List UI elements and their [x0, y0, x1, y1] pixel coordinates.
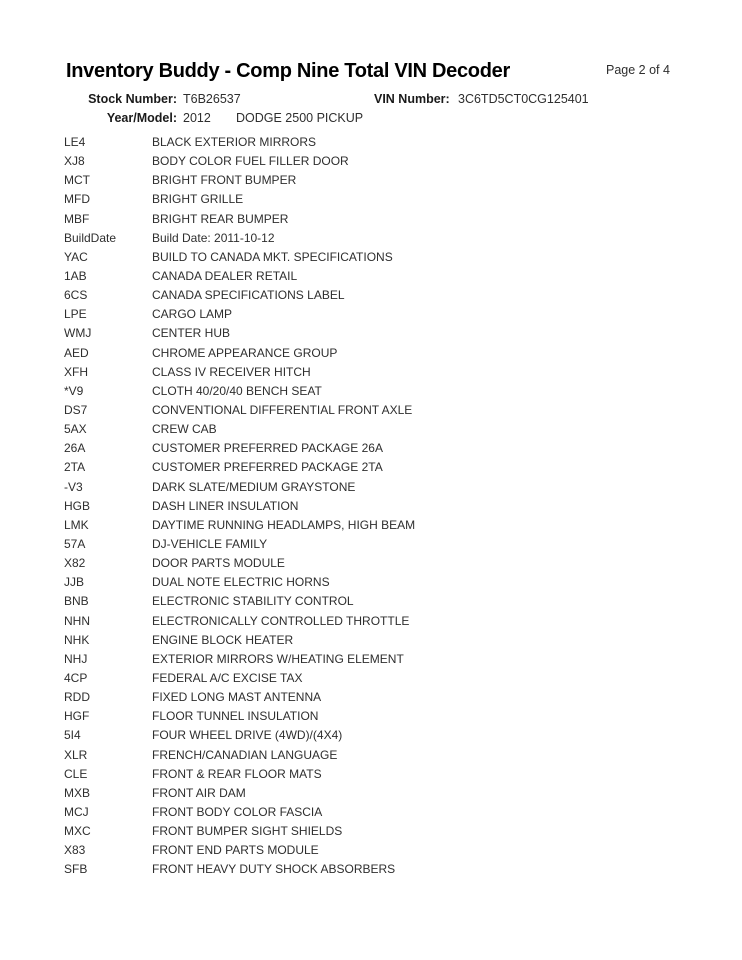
option-row — [64, 401, 684, 420]
option-description: DASH LINER INSULATION — [152, 498, 299, 513]
option-code: LE4 — [64, 135, 86, 149]
option-code: DS7 — [64, 402, 88, 417]
option-code: *V9 — [64, 383, 84, 398]
page-number-indicator: Page 2 of 4 — [606, 63, 670, 77]
option-code: MCT — [64, 173, 90, 188]
option-description: ELECTRONICALLY CONTROLLED THROTTLE — [152, 613, 410, 628]
option-row — [64, 305, 684, 324]
option-description: FLOOR TUNNEL INSULATION — [152, 709, 319, 724]
option-row — [64, 497, 684, 516]
option-description: FRENCH/CANADIAN LANGUAGE — [152, 747, 338, 762]
option-description: ELECTRONIC STABILITY CONTROL — [152, 594, 354, 609]
option-row — [64, 822, 684, 841]
option-row — [64, 554, 684, 573]
model-value: DODGE 2500 PICKUP — [236, 111, 364, 125]
option-description: FRONT HEAVY DUTY SHOCK ABSORBERS — [152, 862, 396, 877]
option-row — [64, 765, 684, 784]
option-code: MFD — [64, 192, 90, 207]
option-row — [64, 592, 684, 611]
option-row — [64, 631, 684, 650]
option-row — [64, 248, 684, 267]
option-row — [64, 516, 684, 535]
option-description: Build Date: 2011-10-12 — [152, 230, 275, 245]
option-code: BNB — [64, 594, 89, 609]
option-description: CLOTH 40/20/40 BENCH SEAT — [152, 383, 322, 398]
option-row — [64, 860, 684, 879]
option-row — [64, 612, 684, 631]
option-row — [64, 210, 684, 229]
option-description: FRONT AIR DAM — [152, 785, 246, 800]
option-code: X83 — [64, 843, 86, 858]
option-row — [64, 190, 684, 209]
option-description: CONVENTIONAL DIFFERENTIAL FRONT AXLE — [152, 402, 413, 417]
option-code: RDD — [64, 690, 90, 705]
option-code: MXB — [64, 785, 91, 800]
option-row — [64, 478, 684, 497]
option-description: FOUR WHEEL DRIVE (4WD)/(4X4) — [152, 728, 343, 743]
option-code: MCJ — [64, 804, 89, 819]
option-code: 5AX — [64, 422, 87, 437]
option-description: CANADA SPECIFICATIONS LABEL — [152, 288, 345, 303]
option-code: WMJ — [64, 326, 92, 341]
option-description: CREW CAB — [152, 422, 217, 437]
option-description: FRONT END PARTS MODULE — [152, 843, 319, 858]
option-row — [64, 171, 684, 190]
option-code: MXC — [64, 824, 91, 839]
year-model-label: Year/Model: — [106, 111, 177, 125]
option-row — [64, 669, 684, 688]
option-description: ENGINE BLOCK HEATER — [152, 632, 294, 647]
option-row — [64, 439, 684, 458]
option-description: DOOR PARTS MODULE — [152, 556, 285, 571]
option-row — [64, 707, 684, 726]
stock-number-label: Stock Number: — [88, 92, 177, 106]
option-code: 5I4 — [64, 728, 81, 743]
option-description: BRIGHT FRONT BUMPER — [152, 173, 297, 188]
option-row — [64, 726, 684, 745]
option-description: BRIGHT GRILLE — [152, 192, 244, 207]
option-row — [64, 803, 684, 822]
option-description: CLASS IV RECEIVER HITCH — [152, 364, 311, 379]
option-description: FRONT BODY COLOR FASCIA — [152, 804, 323, 819]
option-code: 2TA — [64, 460, 86, 475]
option-row — [64, 535, 684, 554]
vehicle-meta-row-2 — [0, 111, 742, 127]
option-code: 6CS — [64, 288, 88, 303]
option-code: JJB — [64, 575, 85, 590]
option-description: CENTER HUB — [152, 326, 231, 341]
option-code: 26A — [64, 441, 86, 456]
option-description: FRONT & REAR FLOOR MATS — [152, 766, 322, 781]
option-description: BRIGHT REAR BUMPER — [152, 211, 289, 226]
option-code: 4CP — [64, 670, 88, 685]
option-row — [64, 382, 684, 401]
option-code: XJ8 — [64, 154, 85, 169]
option-code: LMK — [64, 517, 89, 532]
option-description: DAYTIME RUNNING HEADLAMPS, HIGH BEAM — [152, 517, 416, 532]
option-code: LPE — [64, 307, 87, 322]
option-row — [64, 420, 684, 439]
option-row — [64, 841, 684, 860]
option-description: EXTERIOR MIRRORS W/HEATING ELEMENT — [152, 651, 404, 666]
vin-number-value: 3C6TD5CT0CG125401 — [458, 92, 589, 106]
option-code: XFH — [64, 364, 88, 379]
option-code: YAC — [64, 249, 88, 264]
option-description: CANADA DEALER RETAIL — [152, 268, 298, 283]
option-row — [64, 688, 684, 707]
option-row — [64, 324, 684, 343]
option-code: -V3 — [64, 479, 83, 494]
stock-number-value: T6B26537 — [183, 92, 241, 106]
option-row — [64, 286, 684, 305]
option-description: BLACK EXTERIOR MIRRORS — [152, 135, 317, 149]
option-row — [64, 746, 684, 765]
option-code: 57A — [64, 536, 86, 551]
option-code: HGF — [64, 709, 90, 724]
option-row — [64, 133, 684, 152]
option-description: CUSTOMER PREFERRED PACKAGE 2TA — [152, 460, 383, 475]
option-description: DARK SLATE/MEDIUM GRAYSTONE — [152, 479, 356, 494]
option-row — [64, 344, 684, 363]
option-code: NHJ — [64, 651, 88, 666]
option-description: BODY COLOR FUEL FILLER DOOR — [152, 154, 349, 169]
option-description: FEDERAL A/C EXCISE TAX — [152, 670, 303, 685]
option-description: FRONT BUMPER SIGHT SHIELDS — [152, 824, 343, 839]
option-code: XLR — [64, 747, 88, 762]
option-description: CARGO LAMP — [152, 307, 233, 322]
option-description: CHROME APPEARANCE GROUP — [152, 345, 338, 360]
option-code: MBF — [64, 211, 90, 226]
option-row — [64, 573, 684, 592]
option-code: AED — [64, 345, 89, 360]
page-title: Inventory Buddy - Comp Nine Total VIN Decoder — [66, 60, 510, 82]
option-code: NHN — [64, 613, 90, 628]
option-description: DJ-VEHICLE FAMILY — [152, 536, 268, 551]
option-description: BUILD TO CANADA MKT. SPECIFICATIONS — [152, 249, 393, 264]
vehicle-meta-row-1 — [0, 92, 742, 108]
option-code: NHK — [64, 632, 90, 647]
option-row — [64, 267, 684, 286]
option-row — [64, 229, 684, 248]
option-row — [64, 458, 684, 477]
year-value: 2012 — [183, 111, 211, 125]
option-code: CLE — [64, 766, 88, 781]
option-row — [64, 152, 684, 171]
option-row — [64, 363, 684, 382]
option-code: 1AB — [64, 268, 87, 283]
option-code: HGB — [64, 498, 91, 513]
option-code: BuildDate — [64, 230, 117, 245]
option-row — [64, 784, 684, 803]
option-row — [64, 650, 684, 669]
option-code: X82 — [64, 556, 86, 571]
option-code: SFB — [64, 862, 88, 877]
option-description: FIXED LONG MAST ANTENNA — [152, 690, 322, 705]
option-description: CUSTOMER PREFERRED PACKAGE 26A — [152, 441, 383, 456]
vin-number-label: VIN Number: — [374, 92, 450, 106]
options-list — [64, 133, 684, 879]
option-description: DUAL NOTE ELECTRIC HORNS — [152, 575, 330, 590]
